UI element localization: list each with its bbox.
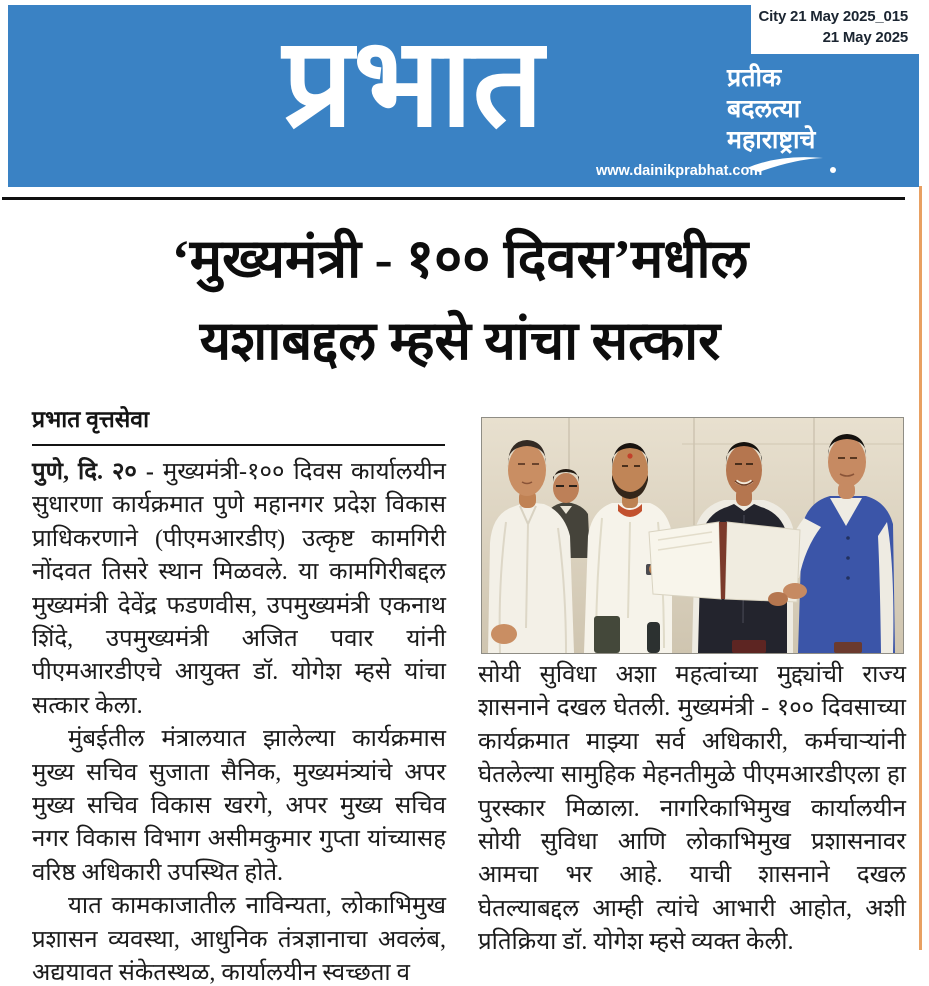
lead-paragraph-text: मुख्यमंत्री-१०० दिवस कार्यालयीन सुधारणा कार्यक्रमात पुणे महानगर प्रदेश विकास प्राधिकरणाने (पीएमआरडीए) उत्कृष्ट कामगिरी नोंदवत तिसरे स्थान मिळवले. या कामगिरीबद्दल मुख्यमंत्री देवेंद्र फडणवीस, उपमुख्यमंत्री एकनाथ शिंदे, उपमुख्यमंत्री अजित पवार यांनी पीएमआरडीएचे आयुक्त डॉ. योगेश म्हसे यांचा सत्कार केला. [32, 459, 446, 719]
tagline-line-2: बदलत्या [727, 96, 801, 123]
tagline-line-1: प्रतीक [727, 65, 782, 92]
masthead-tagline [727, 63, 815, 156]
byline: प्रभात वृत्तसेवा [32, 407, 150, 432]
paragraph-3: यात कामकाजातील नाविन्यता, लोकाभिमुख प्रशासन व्यवस्था, आधुनिक तंत्रज्ञानाचा अवलंब, अद्ययावत संकेतस्थळ, कार्यालयीन स्वच्छता व [32, 893, 446, 986]
headline-line-2: यशाबद्दल म्हसे यांचा सत्कार [199, 311, 721, 371]
newspaper-logo: प्रभात [282, 15, 544, 152]
award-folder [649, 522, 807, 606]
tagline-line-3: महाराष्ट्राचे [727, 127, 816, 154]
top-horizontal-rule [2, 197, 905, 200]
website-url: www.dainikprabhat.com [596, 163, 763, 179]
article-column-left [32, 456, 446, 986]
article-column-right [478, 659, 906, 960]
lead-paragraph [32, 456, 446, 723]
article-headline [18, 218, 902, 382]
edition-label: City 21 May 2025_015 [758, 8, 908, 25]
right-accent-rule [919, 186, 922, 950]
hand-left [768, 592, 788, 606]
date-label: 21 May 2025 [822, 29, 908, 46]
byline-rule [32, 444, 445, 446]
headline-line-1: ‘मुख्यमंत्री - १०० दिवस’मधील [171, 229, 749, 289]
dateline: पुणे, दि. २० - [32, 459, 163, 485]
ceremony-photo [481, 417, 904, 654]
edition-meta [759, 6, 908, 48]
paragraph-2: मुंबईतील मंत्रालयात झालेल्या कार्यक्रमास मुख्य सचिव सुजाता सैनिक, मुख्यमंत्र्यांचे अपर मुख्य सचिव विकास खरगे, अपर मुख्य सचिव नगर विकास विभाग असीमकुमार गुप्ता यांच्यासह वरिष्ठ अधिकारी उपस्थित होते. [32, 726, 446, 886]
paragraph-4: सोयी सुविधा अशा महत्वांच्या मुद्द्यांची राज्य शासनाने दखल घेतली. मुख्यमंत्री - १०० दिवसाच्या कार्यक्रमात माझ्या सर्व अधिकारी, कर्मचाऱ्यांनी घेतलेल्या सामुहिक मेहनतीमुळे पीएमआरडीएला हा पुरस्कार मिळाला. नागरिकाभिमुख कार्यालयीन सोयी सुविधा आणि लोकाभिमुख प्रशासनावर आमचा भर आहे. याची शासनाने दखल घेतल्याबद्दल आम्ही त्यांचे आभारी आहोत, अशी प्रतिक्रिया डॉ. योगेश म्हसे व्यक्त केली. [478, 662, 906, 956]
